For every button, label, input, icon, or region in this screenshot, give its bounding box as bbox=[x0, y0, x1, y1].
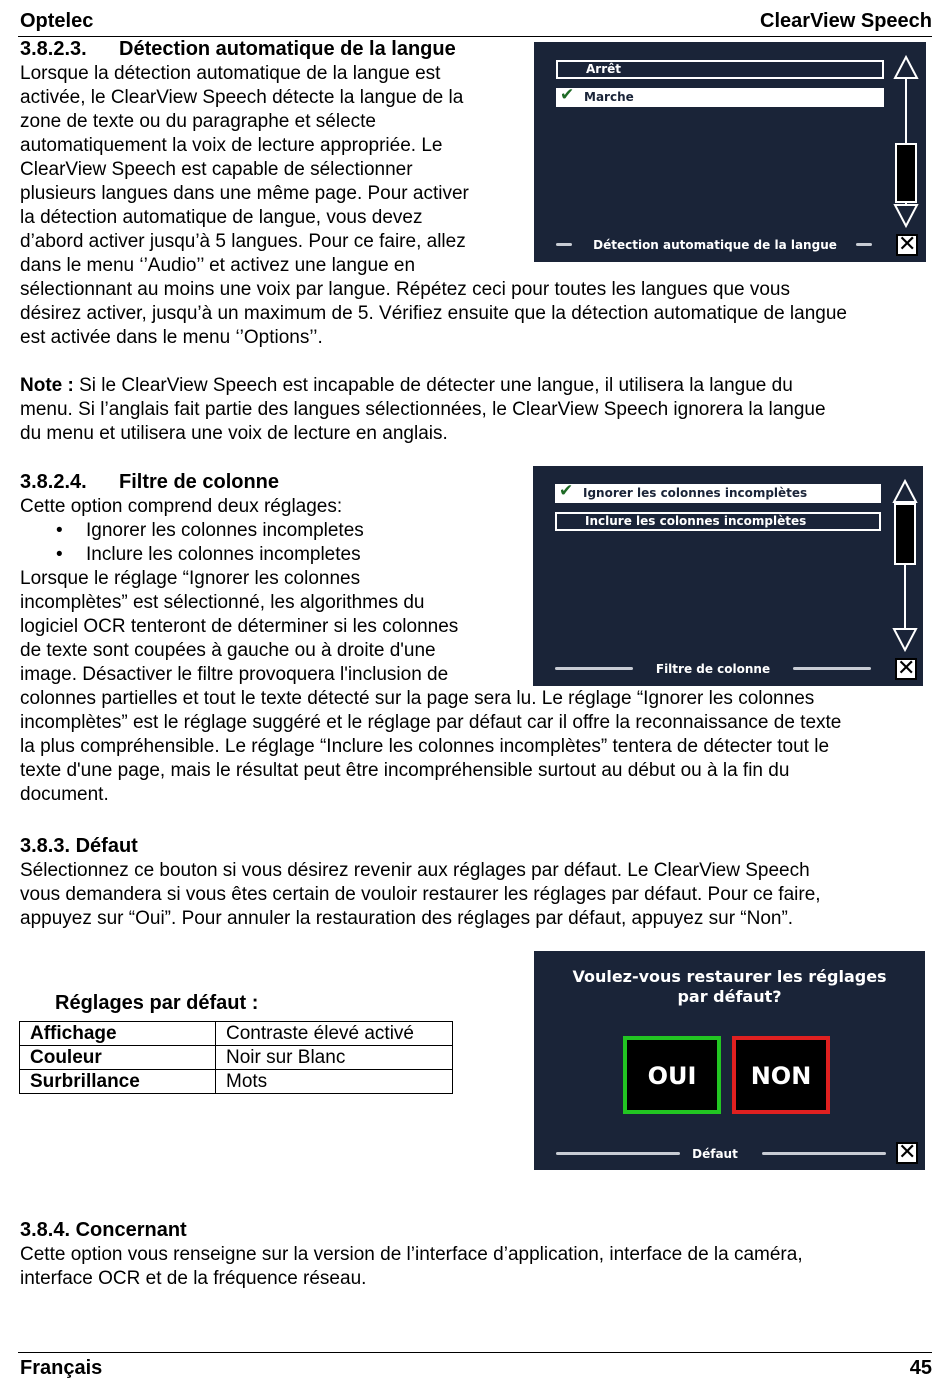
s2-number: 3.8.2.4. bbox=[20, 471, 87, 493]
text-line: Sélectionnez ce bouton si vous désirez revenir aux réglages par défaut. Le ClearView Speech bbox=[20, 860, 810, 881]
note-text: Si le ClearView Speech est incapable de détecter une langue, il utilisera la langue du bbox=[73, 375, 793, 396]
table-key: Surbrillance bbox=[20, 1070, 216, 1094]
confirm-question: Voulez-vous restaurer les réglages par défaut? bbox=[572, 967, 887, 1006]
text-line: interface OCR et de la fréquence réseau. bbox=[20, 1268, 367, 1289]
text-line: image. Désactiver le filtre provoquera l'inclusion de bbox=[20, 664, 449, 685]
close-button[interactable] bbox=[896, 234, 918, 256]
option-on[interactable] bbox=[556, 85, 884, 107]
text-line: la détection automatique de langue, vous devez bbox=[20, 207, 423, 228]
s2-title: Filtre de colonne bbox=[119, 471, 280, 493]
text-line: de texte sont coupées à gauche ou à droite d'une bbox=[20, 640, 436, 661]
title-line-left bbox=[556, 1152, 680, 1155]
header-rule bbox=[18, 36, 932, 37]
check-icon: ✔ bbox=[559, 481, 574, 501]
text-line: désirez activer, jusqu’à un maximum de 5. Vérifiez ensuite que la détection automatique de langue bbox=[20, 303, 847, 324]
default-confirm-panel bbox=[534, 951, 925, 1170]
scroll-up-arrow-icon bbox=[895, 57, 917, 78]
close-button[interactable] bbox=[895, 658, 917, 680]
s3-title: 3.8.3. Défaut bbox=[20, 835, 138, 857]
text-line: zone de texte ou du paragraphe et sélecte bbox=[20, 111, 376, 132]
title-line-right bbox=[856, 243, 872, 246]
panel-title: Filtre de colonne bbox=[655, 662, 771, 676]
option-include-columns[interactable] bbox=[555, 512, 881, 531]
table-value: Mots bbox=[216, 1070, 453, 1094]
close-button[interactable] bbox=[896, 1142, 918, 1164]
option-label: Arrêt bbox=[586, 62, 621, 76]
table-key: Affichage bbox=[20, 1022, 216, 1046]
text-line: automatiquement la voix de lecture appropriée. Le bbox=[20, 135, 443, 156]
no-button[interactable]: NON bbox=[732, 1036, 830, 1114]
scrollbar[interactable] bbox=[892, 54, 920, 230]
scroll-down-arrow-icon bbox=[894, 629, 916, 650]
option-label: Marche bbox=[584, 90, 634, 104]
text-line: vous demandera si vous êtes certain de vouloir restaurer les réglages par défaut. Pour ce faire, bbox=[20, 884, 821, 905]
footer-left: Français bbox=[20, 1357, 103, 1379]
panel-title: Défaut bbox=[692, 1147, 738, 1161]
text-line: plusieurs langues dans une même page. Pour activer bbox=[20, 183, 469, 204]
text-line: Lorsque le réglage “Ignorer les colonnes bbox=[20, 568, 361, 589]
text-line: incomplètes” est le réglage suggéré et le réglage par défaut car il offre la reconnaissance de texte bbox=[20, 712, 842, 733]
text-line: logiciel OCR tenteront de déterminer si les colonnes bbox=[20, 616, 459, 637]
title-line-right bbox=[793, 667, 871, 670]
s1-title: Détection automatique de la langue bbox=[119, 38, 456, 60]
header-right: ClearView Speech bbox=[760, 10, 932, 32]
text-line: d’abord activer jusqu’à 5 langues. Pour ce faire, allez bbox=[20, 231, 466, 252]
text-line: texte d'une page, mais le résultat peut être incompréhensible surtout au début ou à la fin du bbox=[20, 760, 790, 781]
table-row bbox=[20, 1070, 453, 1094]
s4-title: 3.8.4. Concernant bbox=[20, 1219, 187, 1241]
option-off[interactable] bbox=[556, 60, 884, 79]
table-key: Couleur bbox=[20, 1046, 216, 1070]
header-left: Optelec bbox=[20, 10, 94, 32]
close-icon: ✕ bbox=[897, 656, 916, 681]
text-line: Cette option vous renseigne sur la version de l’interface d’application, interface de la caméra, bbox=[20, 1244, 803, 1265]
defaults-table bbox=[19, 1021, 453, 1094]
option-label: Inclure les colonnes incomplètes bbox=[585, 514, 807, 528]
scroll-thumb bbox=[895, 504, 915, 564]
text-line: est activée dans le menu ‘’Options’’. bbox=[20, 327, 323, 348]
text-line: appuyez sur “Oui”. Pour annuler la restauration des réglages par défaut, appuyez sur “Non”. bbox=[20, 908, 794, 929]
close-icon: ✕ bbox=[898, 232, 917, 257]
text-line: du menu et utilisera une voix de lecture en anglais. bbox=[20, 423, 448, 444]
table-value: Contraste élevé activé bbox=[216, 1022, 453, 1046]
note-line bbox=[20, 374, 847, 398]
page-number: 45 bbox=[909, 1357, 932, 1379]
title-line-left bbox=[555, 667, 633, 670]
s1-number: 3.8.2.3. bbox=[20, 38, 87, 60]
footer-rule bbox=[18, 1352, 932, 1353]
scrollbar[interactable] bbox=[891, 478, 919, 654]
defaults-table-title: Réglages par défaut : bbox=[55, 992, 259, 1014]
text-line: ClearView Speech est capable de sélectionner bbox=[20, 159, 413, 180]
language-detection-panel bbox=[534, 42, 926, 262]
s4-body bbox=[20, 1243, 803, 1291]
scroll-thumb bbox=[896, 144, 916, 202]
panel-title: Détection automatique de la langue bbox=[593, 238, 837, 252]
text-line: activée, le ClearView Speech détecte la langue de la bbox=[20, 87, 464, 108]
table-row bbox=[20, 1046, 453, 1070]
bullet-item: • Inclure les colonnes incompletes bbox=[56, 544, 361, 565]
check-icon: ✔ bbox=[560, 85, 575, 105]
text-line: sélectionnant au moins une voix par langue. Répétez ceci pour toutes les langues que vous bbox=[20, 279, 790, 300]
table-value: Noir sur Blanc bbox=[216, 1046, 453, 1070]
text-line: incomplètes” est sélectionné, les algorithmes du bbox=[20, 592, 425, 613]
table-row bbox=[20, 1022, 453, 1046]
bullet-item: • Ignorer les colonnes incompletes bbox=[56, 520, 364, 541]
s2-heading bbox=[20, 471, 280, 494]
scroll-up-arrow-icon bbox=[894, 481, 916, 502]
text-line: colonnes partielles et tout le texte détecté sur la page sera lu. Le réglage “Ignorer les colonnes bbox=[20, 688, 815, 709]
text-line: dans le menu ‘’Audio’’ et activez une langue en bbox=[20, 255, 416, 276]
s1-heading bbox=[20, 38, 456, 61]
text-line: document. bbox=[20, 784, 109, 805]
text-line: la plus compréhensible. Le réglage “Inclure les colonnes incomplètes” tentera de détecter tout le bbox=[20, 736, 830, 757]
text-line: Lorsque la détection automatique de la langue est bbox=[20, 63, 441, 84]
note-label: Note : bbox=[20, 375, 74, 396]
title-line-right bbox=[762, 1152, 886, 1155]
option-label: Ignorer les colonnes incomplètes bbox=[583, 486, 808, 500]
text-line: menu. Si l’anglais fait partie des langues sélectionnées, le ClearView Speech ignorera la langue bbox=[20, 399, 826, 420]
text-line: Cette option comprend deux réglages: bbox=[20, 496, 343, 517]
scroll-down-arrow-icon bbox=[895, 205, 917, 226]
column-filter-panel bbox=[533, 466, 923, 686]
option-ignore-columns[interactable] bbox=[555, 481, 881, 503]
s3-body bbox=[20, 859, 821, 931]
yes-button[interactable]: OUI bbox=[623, 1036, 721, 1114]
title-line-left bbox=[556, 243, 572, 246]
close-icon: ✕ bbox=[898, 1140, 917, 1165]
